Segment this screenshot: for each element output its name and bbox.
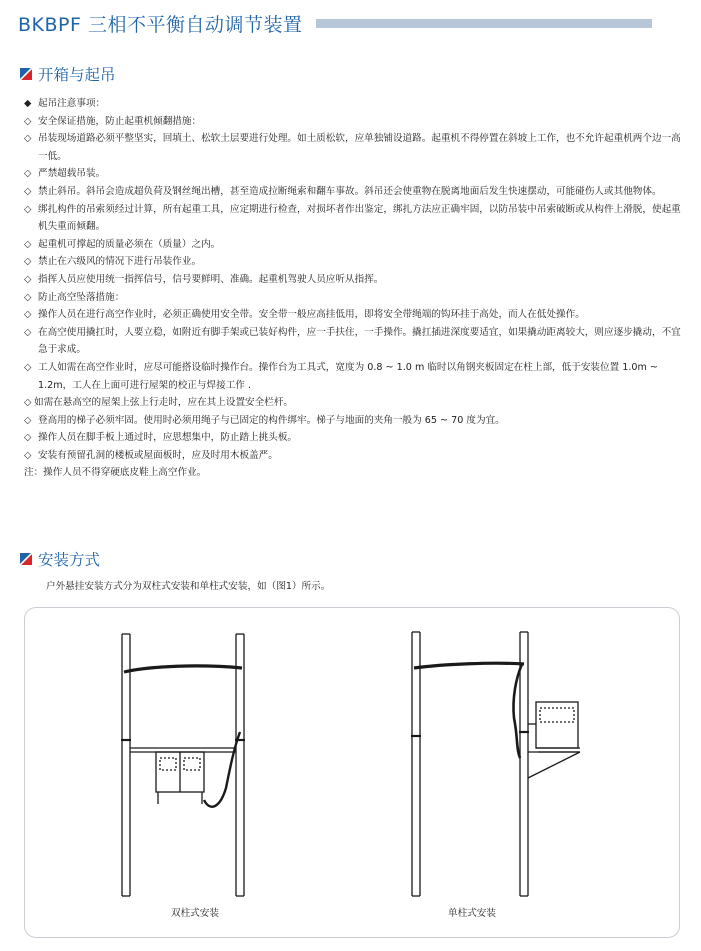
list-item-text: 起重机可撑起的质量必须在（质量）之内。 — [38, 238, 221, 250]
section-marker-icon — [20, 553, 32, 565]
bullet-marker: ◇ — [24, 361, 32, 373]
bullet-marker: ◇ — [24, 115, 32, 127]
note-item — [24, 464, 684, 482]
list-item — [24, 95, 684, 113]
section-title: 开箱与起吊 — [38, 66, 116, 84]
list-item — [24, 359, 684, 394]
section-marker-icon — [20, 68, 32, 80]
title-decorative-bar — [316, 19, 652, 28]
double-pole-illustration — [110, 628, 270, 900]
list-item-text: 安装有预留孔洞的楼板或屋面板时，应及时用木板盖严。 — [38, 449, 278, 461]
list-item-text: 禁止斜吊。斜吊会造成超负荷及钢丝绳出槽，甚至造成拉断绳索和翻车事故。斜吊还会使重物在脱离地面后发生快速摆动，可能碰伤人或其他物体。 — [38, 185, 662, 197]
list-item — [24, 429, 684, 447]
section-title: 安装方式 — [38, 551, 101, 569]
bullet-marker: ◇ — [24, 203, 32, 215]
bullet-marker: ◇ — [24, 238, 32, 250]
single-pole-illustration — [404, 628, 594, 900]
list-item-text: 起吊注意事项： — [38, 98, 106, 109]
bullet-marker: ◇ — [24, 168, 32, 180]
bullet-marker: ◇ — [24, 273, 32, 285]
figure-caption-double: 双柱式安装 — [171, 908, 219, 919]
bullet-marker: ◇ — [24, 185, 32, 197]
list-item — [24, 324, 684, 359]
bullet-marker: ◇ — [24, 133, 32, 145]
figure-caption-single: 单柱式安装 — [448, 908, 496, 919]
list-item — [24, 271, 684, 289]
list-item — [24, 394, 684, 412]
bullet-marker: ◆ — [24, 98, 32, 109]
bullet-marker: ◇ — [24, 449, 32, 461]
list-item-text: 安全保证措施，防止起重机倾翻措施： — [38, 115, 202, 127]
page-title: BKBPF 三相不平衡自动调节装置 — [18, 13, 303, 36]
list-item-text: 指挥人员应使用统一指挥信号，信号要鲜明、准确。起重机驾驶人员应听从指挥。 — [38, 273, 384, 285]
list-item — [24, 289, 684, 307]
list-item-text: 登高用的梯子必须牢固。使用时必须用绳子与已固定的构件绑牢。梯子与地面的夹角一般为 65 ~ 70 度为宜。 — [38, 414, 505, 426]
list-item — [24, 201, 684, 236]
list-item-text: 吊装现场道路必须平整坚实，回填土、松软土层要进行处理。如土质松软，应单独铺设道路。起重机不得停置在斜坡上工作，也不允许起重机两个边一高一低。 — [38, 133, 681, 162]
list-item-text: 禁止在六级风的情况下进行吊装作业。 — [38, 256, 202, 268]
list-item — [24, 253, 684, 271]
bullet-marker: ◇ — [24, 309, 32, 321]
list-item — [24, 306, 684, 324]
list-item — [24, 447, 684, 465]
list-item-text: 操作人员在脚手板上通过时，应思想集中，防止踏上挑头板。 — [38, 432, 298, 444]
list-item — [24, 130, 684, 165]
page-title-row — [18, 8, 652, 38]
section-heading-install — [20, 548, 100, 570]
list-item-text: 绑扎构件的吊索须经过计算，所有起重工具，应定期进行检查，对损坏者作出鉴定，绑扎方法应正确牢固，以防吊装中吊索破断或从构件上滑脱，使起重机失重而倾翻。 — [38, 203, 681, 233]
list-item — [24, 236, 684, 254]
list-item-text: 工人如需在高空作业时，应尽可能搭设临时操作台。操作台为工具式，宽度为 0.8 ~ 1.0 m 临时以角钢夹板固定在柱上部，低于安装位置 1.0m ~ 1.2m，工人在上面可进行屋架的校正与焊接工作 . — [38, 361, 658, 391]
list-item — [24, 412, 684, 430]
list-item — [24, 165, 684, 183]
bullet-marker: ◇ — [24, 291, 32, 303]
bullet-marker: ◇ — [24, 414, 32, 426]
bullet-marker: ◇ — [24, 432, 32, 444]
list-item — [24, 183, 684, 201]
list-item — [24, 113, 684, 131]
section-heading-lifting — [20, 63, 116, 85]
bullet-marker: ◇ — [24, 397, 32, 409]
list-item-text: 如需在悬高空的屋架上弦上行走时，应在其上设置安全栏杆。 — [34, 397, 294, 409]
bullet-marker: ◇ — [24, 326, 32, 338]
list-item-text: 操作人员在进行高空作业时，必须正确使用安全带。安全带一般应高挂低用，即将安全带绳端的钩环挂于高处，而人在低处操作。 — [38, 309, 585, 321]
list-item-text: 注：操作人员不得穿硬底皮鞋上高空作业。 — [24, 467, 207, 479]
list-item-text: 防止高空坠落措施： — [38, 291, 125, 303]
install-intro-text: 户外悬挂安装方式分为双柱式安装和单柱式安装，如（图1）所示。 — [46, 581, 331, 592]
lifting-precautions-list — [24, 95, 684, 482]
list-item-text: 在高空使用撬扛时，人要立稳，如附近有脚手架或已装好构件，应一手扶住，一手操作。撬扛插进深度要适宜，如果撬动距离较大，则应逐步撬动，不宜急于求成。 — [38, 326, 681, 356]
list-item-text: 严禁超载吊装。 — [38, 168, 106, 180]
bullet-marker: ◇ — [24, 256, 32, 268]
